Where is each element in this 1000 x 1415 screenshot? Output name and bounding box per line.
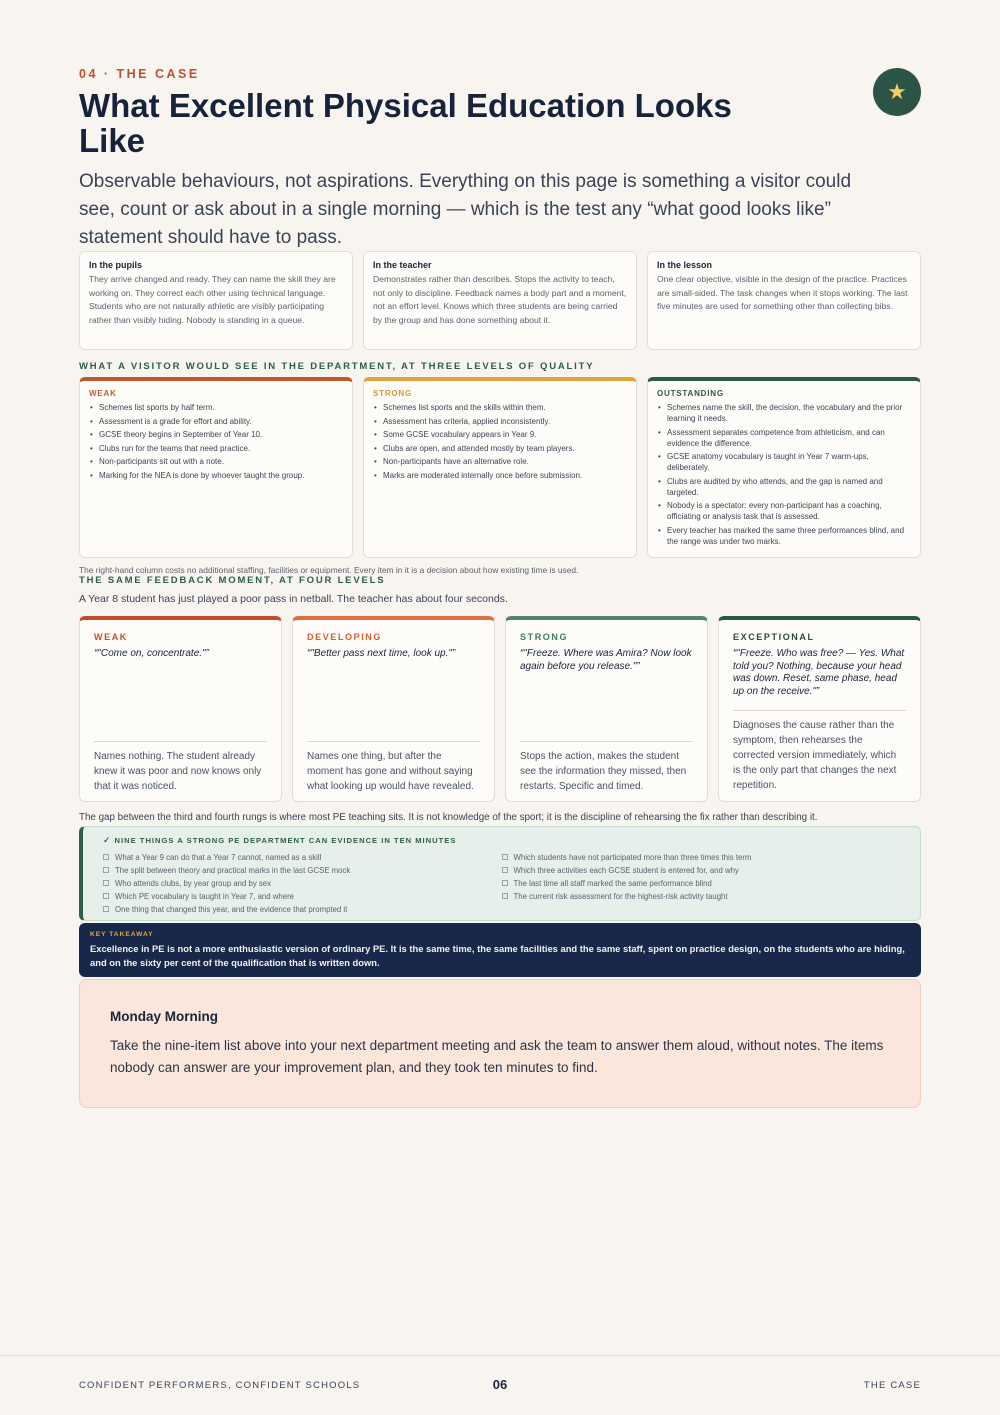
level-label: WEAK bbox=[89, 389, 117, 398]
rungs-gap-note: The gap between the third and fourth rungs is where most PE teaching sits. It is not knowledge of the sport; it is the discipline of rehearsing the fix rather than describing it. bbox=[79, 812, 818, 823]
focus-card-title: In the pupils bbox=[89, 260, 142, 270]
checkbox-icon[interactable] bbox=[502, 854, 508, 860]
focus-card-title: In the lesson bbox=[657, 260, 713, 270]
list-item: • Assessment separates competence from athleticism, and can evidence the difference. bbox=[657, 427, 911, 449]
focus-card-lesson bbox=[647, 251, 921, 350]
levels-heading: WHAT A VISITOR WOULD SEE IN THE DEPARTMENT, AT THREE LEVELS OF QUALITY bbox=[79, 361, 595, 372]
list-item: • Some GCSE vocabulary appears in Year 9. bbox=[373, 429, 627, 440]
rung-label: WEAK bbox=[94, 632, 128, 642]
level-label: OUTSTANDING bbox=[657, 389, 724, 398]
list-item: • GCSE theory begins in September of Year 10. bbox=[89, 429, 343, 440]
level-weak bbox=[79, 377, 353, 558]
feedback-rungs bbox=[79, 616, 921, 802]
checklist-item[interactable] bbox=[103, 878, 502, 891]
checkbox-icon[interactable] bbox=[103, 854, 109, 860]
rung-quote: “"Freeze. Where was Amira? Now look again before you release."” bbox=[520, 648, 692, 672]
level-label: STRONG bbox=[373, 389, 413, 398]
rung-developing bbox=[292, 616, 495, 802]
rung-label: STRONG bbox=[520, 632, 569, 642]
checklist-item-label: Which students have not participated more than three times this term bbox=[513, 853, 752, 862]
checklist-title: NINE THINGS A STRONG PE DEPARTMENT CAN EVIDENCE IN TEN MINUTES bbox=[114, 836, 457, 845]
monday-morning-box bbox=[79, 979, 921, 1108]
rung-label: EXCEPTIONAL bbox=[733, 632, 815, 642]
focus-card-text: Demonstrates rather than describes. Stops the activity to teach, not only to discipline. Feedback names a body part and a moment, not an effort level. Knows which three students are being carried by the group and has done something about it. bbox=[373, 274, 627, 325]
list-item: • Schemes name the skill, the decision, the vocabulary and the prior learning it needs. bbox=[657, 402, 911, 424]
rung-label: DEVELOPING bbox=[307, 632, 383, 642]
takeaway-text: Excellence in PE is not a more enthusiastic version of ordinary PE. It is the same time, the same facilities and the same staff, spent on practice design, on the students who are hiding, and on the sixty per cent of the qualification that is written down. bbox=[90, 943, 905, 968]
rung-quote: “"Better pass next time, look up."” bbox=[307, 648, 456, 659]
key-takeaway bbox=[79, 923, 921, 977]
page-title: What Excellent Physical Education Looks Like bbox=[79, 87, 732, 159]
list-item: • Assessment has criteria, applied inconsistently. bbox=[373, 416, 627, 427]
checklist-item[interactable] bbox=[502, 878, 901, 891]
list-item: • Clubs are audited by who attends, and the gap is named and targeted. bbox=[657, 476, 911, 498]
focus-card-pupils bbox=[79, 251, 353, 350]
rung-description: Diagnoses the cause rather than the symptom, then rehearses the corrected version immediately, which is the only part that changes the next repetition. bbox=[733, 710, 906, 793]
footer-left: CONFIDENT PERFORMERS, CONFIDENT SCHOOLS bbox=[79, 1380, 361, 1391]
checkbox-icon[interactable] bbox=[103, 893, 109, 899]
checklist-item-label: The current risk assessment for the highest-risk activity taught bbox=[513, 891, 728, 901]
checklist-item[interactable] bbox=[502, 852, 901, 865]
page-number: 06 bbox=[492, 1377, 508, 1392]
list-item: • GCSE anatomy vocabulary is taught in Year 7 warm-ups, deliberately. bbox=[657, 451, 911, 473]
levels-note: The right-hand column costs no additional staffing, facilities or equipment. Every item in it is a decision about how existing time is used. bbox=[79, 565, 579, 575]
takeaway-label: KEY TAKEAWAY bbox=[90, 931, 154, 938]
rung-description: Names one thing, but after the moment has gone and without saying what looking up would have revealed. bbox=[307, 741, 480, 794]
focus-card-title: In the teacher bbox=[373, 260, 432, 270]
level-list bbox=[373, 402, 627, 481]
evidence-checklist bbox=[79, 826, 921, 921]
footer-right: THE CASE bbox=[863, 1380, 921, 1391]
rung-weak bbox=[79, 616, 282, 802]
rung-exceptional bbox=[718, 616, 921, 802]
checklist-item[interactable] bbox=[502, 891, 901, 904]
list-item: • Schemes list sports and the skills within them. bbox=[373, 402, 627, 413]
checkbox-icon[interactable] bbox=[502, 893, 508, 899]
checklist-right bbox=[502, 852, 901, 917]
checklist-item[interactable] bbox=[103, 852, 502, 865]
footer-divider bbox=[0, 1355, 1000, 1356]
focus-card-text: One clear objective, visible in the design of the practice. Practices are small-sided. The task changes when it stops working. The last five minutes are used for something other than collecting bibs. bbox=[657, 274, 908, 311]
list-item: • Assessment is a grade for effort and ability. bbox=[89, 416, 343, 427]
star-badge-icon: ★ bbox=[873, 68, 921, 116]
checklist-item-label: The split between theory and practical marks in the last GCSE mock bbox=[115, 865, 351, 875]
focus-card-teacher bbox=[363, 251, 637, 350]
level-strong bbox=[363, 377, 637, 558]
rung-description: Names nothing. The student already knew it was poor and now knows only that it was noticed. bbox=[94, 741, 267, 794]
checkbox-icon[interactable] bbox=[103, 880, 109, 886]
checklist-item[interactable] bbox=[103, 865, 502, 878]
checkbox-icon[interactable] bbox=[502, 880, 508, 886]
list-item: • Non-participants sit out with a note. bbox=[89, 456, 343, 467]
list-item: • Schemes list sports by half term. bbox=[89, 402, 343, 413]
rung-strong bbox=[505, 616, 708, 802]
feedback-heading: THE SAME FEEDBACK MOMENT, AT FOUR LEVELS bbox=[79, 575, 386, 586]
checklist-item[interactable] bbox=[103, 904, 502, 917]
list-item: • Nobody is a spectator: every non-participant has a coaching, officiating or analysis task that is assessed. bbox=[657, 500, 911, 522]
checklist-heading bbox=[103, 835, 900, 846]
checklist-item[interactable] bbox=[103, 891, 502, 904]
checklist-item[interactable] bbox=[502, 865, 901, 878]
level-list bbox=[657, 402, 911, 547]
list-item: • Clubs are open, and attended mostly by team players. bbox=[373, 443, 627, 454]
list-item: • Non-participants have an alternative role. bbox=[373, 456, 627, 467]
checklist-item-label: Who attends clubs, by year group and by sex bbox=[115, 878, 272, 888]
feedback-intro: A Year 8 student has just played a poor pass in netball. The teacher has about four seconds. bbox=[79, 593, 508, 605]
focus-card-text: They arrive changed and ready. They can name the skill they are working on. They correct each other using technical language. Students who are not naturally athletic are visibly participating rather than visibly hiding. Nobody is standing in a queue. bbox=[89, 274, 336, 325]
focus-cards bbox=[79, 251, 921, 350]
level-outstanding bbox=[647, 377, 921, 558]
checklist-item-label: What a Year 9 can do that a Year 7 cannot, named as a skill bbox=[115, 853, 322, 862]
checklist-item-label: One thing that changed this year, and the evidence that prompted it bbox=[115, 904, 348, 914]
monday-text: Take the nine-item list above into your next department meeting and ask the team to answer them aloud, without notes. The items nobody can answer are your improvement plan, and they took ten minutes to find. bbox=[110, 1038, 884, 1075]
list-item: • Marking for the NEA is done by whoever taught the group. bbox=[89, 470, 343, 481]
checklist-item-label: Which three activities each GCSE student is entered for, and why bbox=[513, 865, 739, 875]
lead-paragraph: Observable behaviours, not aspirations. Everything on this page is something a visitor could see, count or ask about in a single morning — which is the test any “what good looks like” statement should have to pass. bbox=[79, 171, 852, 248]
list-item: • Marks are moderated internally once before submission. bbox=[373, 470, 627, 481]
list-item: • Clubs run for the teams that need practice. bbox=[89, 443, 343, 454]
section-eyebrow: 04 · THE CASE bbox=[79, 67, 200, 81]
quality-levels bbox=[79, 377, 921, 558]
rung-description: Stops the action, makes the student see the information they missed, then restarts. Specific and timed. bbox=[520, 741, 693, 794]
level-list bbox=[89, 402, 343, 481]
checklist-left bbox=[103, 852, 502, 917]
checklist-item-label: The last time all staff marked the same performance blind bbox=[513, 878, 712, 888]
checklist-item-label: Which PE vocabulary is taught in Year 7, and where bbox=[115, 891, 295, 901]
list-item: • Every teacher has marked the same three performances blind, and the range was under two marks. bbox=[657, 525, 911, 547]
checkbox-icon[interactable] bbox=[103, 867, 109, 873]
checkmark-icon: ✓ bbox=[103, 835, 112, 845]
checkbox-icon[interactable] bbox=[103, 906, 109, 912]
rung-quote: “"Freeze. Who was free? — Yes. What told you? Nothing, because your head was down. Reset, same phase, head up on the receive."” bbox=[733, 648, 905, 697]
rung-quote: “"Come on, concentrate."” bbox=[94, 648, 209, 659]
checkbox-icon[interactable] bbox=[502, 867, 508, 873]
monday-title: Monday Morning bbox=[110, 1009, 218, 1024]
